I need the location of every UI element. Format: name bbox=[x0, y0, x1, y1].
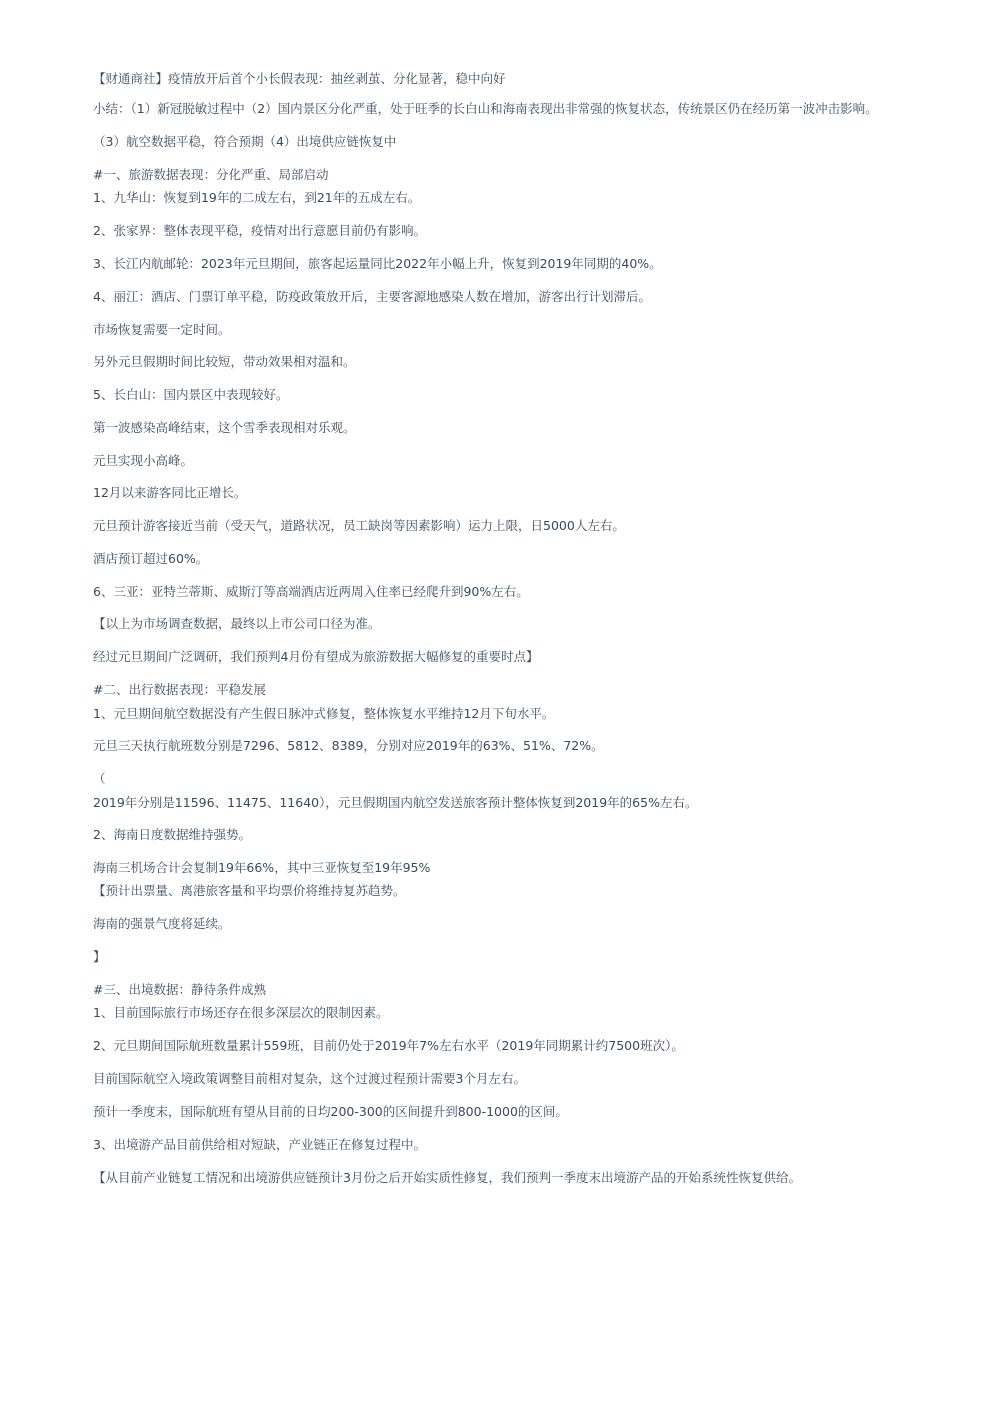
article-title: 【财通商社】疫情放开后首个小长假表现：抽丝剥茧、分化显著，稳中向好 bbox=[93, 71, 506, 86]
summary-line-1: 小结：（1）新冠脱敏过程中（2）国内景区分化严重，处于旺季的长白山和海南表现出非常强的恢复状态，传统景区仍在经历第一波冲击影响。 bbox=[93, 101, 878, 116]
paragraph-line: 经过元旦期间广泛调研，我们预判4月份有望成为旅游数据大幅修复的重要时点】 bbox=[93, 649, 539, 664]
summary-line-2: （3）航空数据平稳，符合预期（4）出境供应链恢复中 bbox=[93, 134, 397, 149]
paragraph-line: 2、张家界：整体表现平稳，疫情对出行意愿目前仍有影响。 bbox=[93, 223, 426, 238]
paragraph-line: 目前国际航空入境政策调整目前相对复杂，这个过渡过程预计需要3个月左右。 bbox=[93, 1071, 526, 1086]
paragraph-line: 【以上为市场调查数据，最终以上市公司口径为准。 bbox=[93, 616, 381, 631]
paragraph-line: 另外元旦假期时间比较短，带动效果相对温和。 bbox=[93, 354, 356, 369]
paragraph-line: 4、丽江：酒店、门票订单平稳，防疫政策放开后，主要客源地感染人数在增加，游客出行计划滞后。 bbox=[93, 289, 651, 304]
paragraph-line: 2、元旦期间国际航班数量累计559班，目前仍处于2019年7%左右水平（2019年同期累计约7500班次）。 bbox=[93, 1038, 684, 1053]
paragraph-line: 海南的强景气度将延续。 bbox=[93, 916, 231, 931]
paragraph-line: 预计一季度末，国际航班有望从目前的日均200-300的区间提升到800-1000的区间。 bbox=[93, 1104, 568, 1119]
paragraph-line: 元旦实现小高峰。 bbox=[93, 453, 194, 468]
paragraph-line: 3、长江内航邮轮：2023年元旦期间，旅客起运量同比2022年小幅上升，恢复到2019年同期的40%。 bbox=[93, 256, 662, 271]
paragraph-line: 1、元旦期间航空数据没有产生假日脉冲式修复，整体恢复水平维持12月下旬水平。 bbox=[93, 706, 555, 721]
paragraph-line: 1、目前国际旅行市场还存在很多深层次的限制因素。 bbox=[93, 1005, 389, 1020]
paragraph-line: 2、海南日度数据维持强势。 bbox=[93, 827, 251, 842]
paragraph-line: 元旦三天执行航班数分别是7296、5812、8389，分别对应2019年的63%、51%、72%。 bbox=[93, 738, 604, 753]
paragraph-line: 市场恢复需要一定时间。 bbox=[93, 322, 231, 337]
paragraph-line: 】 bbox=[93, 949, 106, 964]
section-heading-3: #三、出境数据：静待条件成熟 bbox=[93, 982, 266, 997]
paragraph-line: 【预计出票量、离港旅客量和平均票价将维持复苏趋势。 bbox=[93, 883, 406, 898]
paragraph-line: 3、出境游产品目前供给相对短缺，产业链正在修复过程中。 bbox=[93, 1137, 426, 1152]
paragraph-line: 酒店预订超过60%。 bbox=[93, 551, 209, 566]
paragraph-line: 12月以来游客同比正增长。 bbox=[93, 485, 247, 500]
paragraph-line: 海南三机场合计会复制19年66%，其中三亚恢复至19年95% bbox=[93, 860, 431, 875]
paragraph-line: （ bbox=[93, 771, 106, 786]
paragraph-line: 1、九华山：恢复到19年的二成左右，到21年的五成左右。 bbox=[93, 190, 421, 205]
paragraph-line: 元旦预计游客接近当前（受天气，道路状况，员工缺岗等因素影响）运力上限，日5000人左右。 bbox=[93, 518, 625, 533]
section-heading-1: #一、旅游数据表现：分化严重、局部启动 bbox=[93, 167, 329, 182]
paragraph-line: 5、长白山：国内景区中表现较好。 bbox=[93, 387, 289, 402]
section-heading-2: #二、出行数据表现：平稳发展 bbox=[93, 682, 266, 697]
paragraph-line: 2019年分别是11596、11475、11640），元旦假期国内航空发送旅客预计整体恢复到2019年的65%左右。 bbox=[93, 795, 698, 810]
paragraph-line: 【从目前产业链复工情况和出境游供应链预计3月份之后开始实质性修复，我们预判一季度末出境游产品的开始系统性恢复供给。 bbox=[93, 1170, 801, 1185]
paragraph-line: 6、三亚：亚特兰蒂斯、威斯汀等高端酒店近两周入住率已经爬升到90%左右。 bbox=[93, 584, 529, 599]
paragraph-line: 第一波感染高峰结束，这个雪季表现相对乐观。 bbox=[93, 420, 356, 435]
